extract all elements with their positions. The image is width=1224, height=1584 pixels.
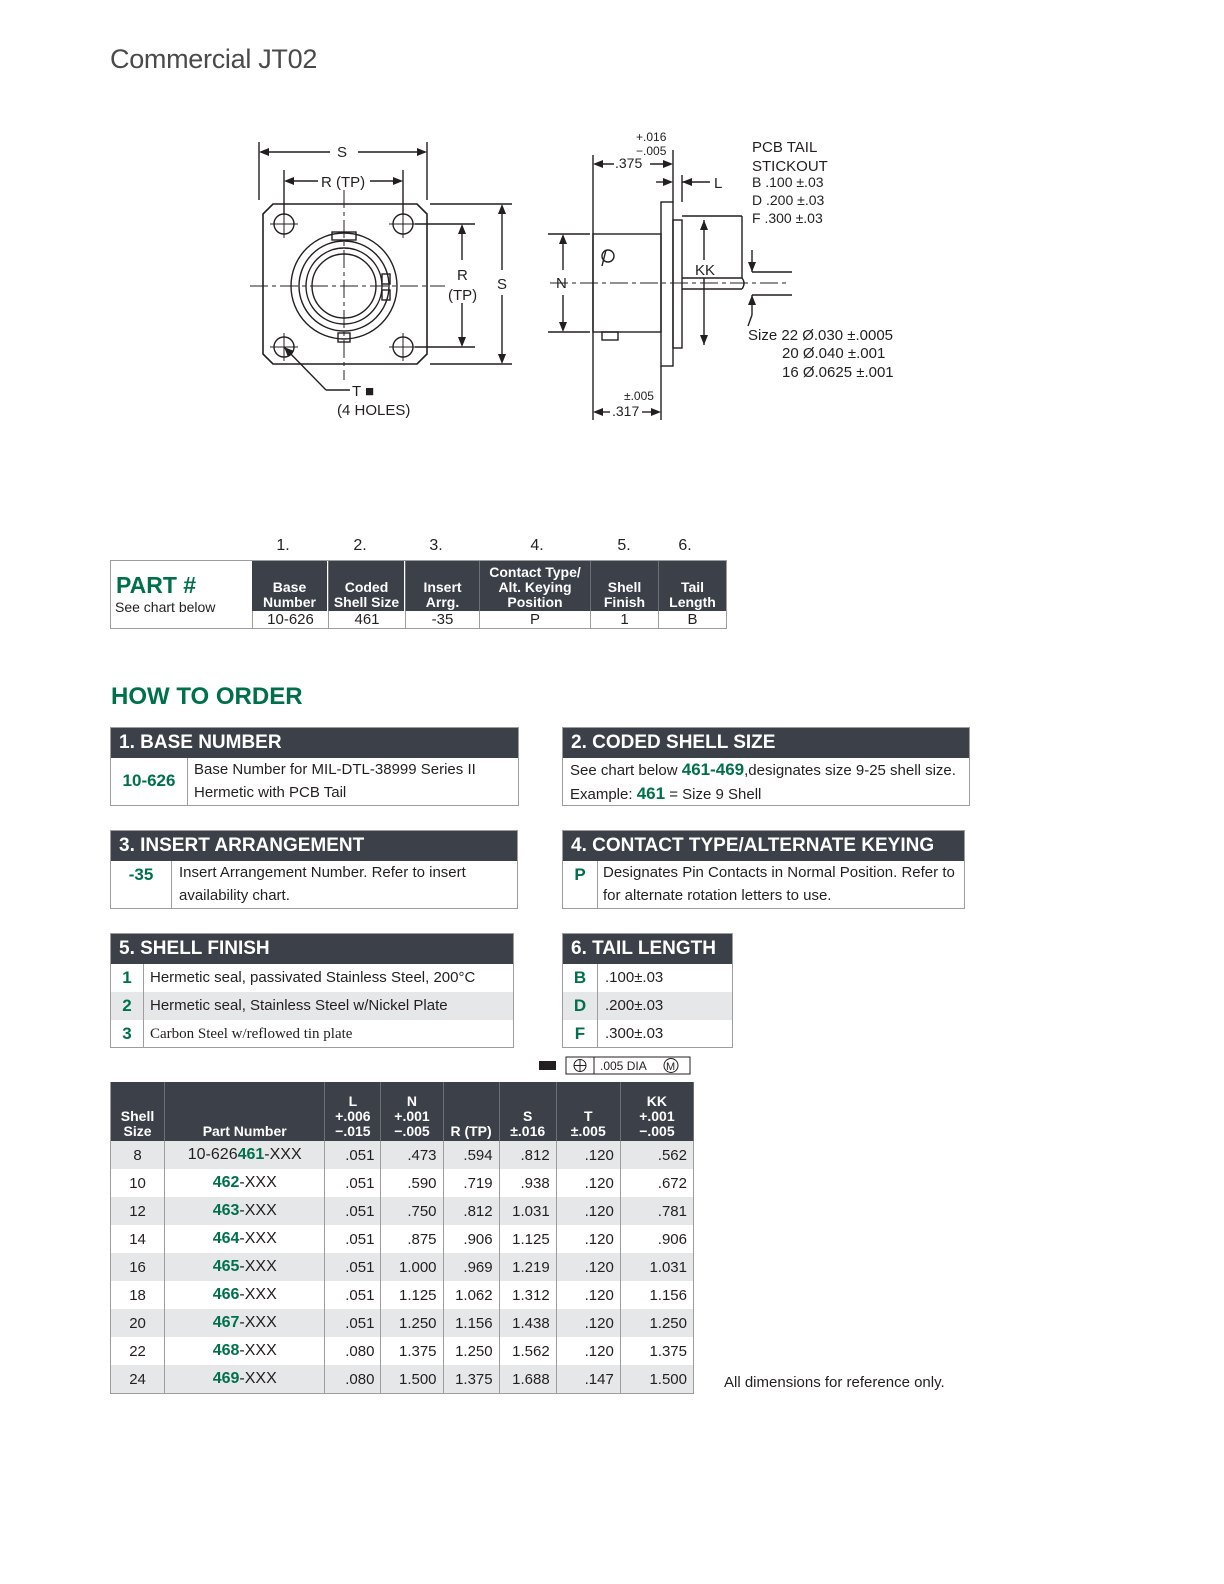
contact-type-box — [562, 830, 965, 909]
cell-r: .719 — [443, 1169, 499, 1197]
dim-375-tol-top: +.016 — [636, 130, 667, 144]
dim-tp-side: (TP) — [448, 287, 478, 304]
cell-t: .120 — [556, 1225, 620, 1253]
cell-kk: .906 — [620, 1225, 693, 1253]
pn-col-num: 4. — [530, 537, 544, 554]
cell-l: .051 — [325, 1225, 381, 1253]
cell-shell-size: 24 — [111, 1365, 165, 1394]
insert-desc: Insert Arrangement Number. Refer to insert availability chart. — [179, 864, 466, 904]
coded-shell-desc: See chart below 461-469,designates size 9-25 shell size. Example: 461 = Size 9 Shell — [570, 760, 956, 803]
cell-s: 1.125 — [499, 1225, 556, 1253]
cell-t: .120 — [556, 1281, 620, 1309]
table-row — [111, 1253, 694, 1281]
tail-length-title: 6. TAIL LENGTH — [563, 934, 732, 964]
cell-l: .051 — [325, 1169, 381, 1197]
pn-value: P — [479, 611, 590, 628]
table-row — [111, 1309, 694, 1337]
cell-n: .590 — [381, 1169, 443, 1197]
table-row — [111, 1225, 694, 1253]
pn-value: 1 — [590, 611, 658, 628]
dim-r-side: R — [457, 267, 468, 284]
cell-part-number: 465-XXX — [165, 1253, 325, 1281]
pn-col-num: 6. — [678, 537, 692, 554]
cell-r: .812 — [443, 1197, 499, 1225]
col-t: T ±.005 — [556, 1082, 620, 1141]
part-label: PART # — [116, 572, 197, 598]
cell-part-number: 462-XXX — [165, 1169, 325, 1197]
dim-s-top: S — [337, 144, 348, 161]
pn-value: 461 — [328, 611, 405, 628]
cell-kk: .781 — [620, 1197, 693, 1225]
part-number-table — [110, 537, 727, 629]
cell-t: .120 — [556, 1169, 620, 1197]
tail-length-row: D .200±.03 — [563, 992, 732, 1020]
cell-kk: 1.375 — [620, 1337, 693, 1365]
table-row — [111, 1365, 694, 1394]
cell-l: .051 — [325, 1281, 381, 1309]
shell-finish-title: 5. SHELL FINISH — [111, 934, 513, 964]
cell-shell-size: 20 — [111, 1309, 165, 1337]
mmc-modifier: M — [666, 1061, 676, 1073]
table-row — [111, 1141, 694, 1169]
cell-r: 1.062 — [443, 1281, 499, 1309]
pn-header-contact: Contact Type/ Alt. Keying Position — [479, 561, 590, 611]
table-row — [111, 1169, 694, 1197]
cell-kk: 1.250 — [620, 1309, 693, 1337]
cell-n: .473 — [381, 1141, 443, 1169]
cell-r: 1.250 — [443, 1337, 499, 1365]
tail-length-row: B .100±.03 — [573, 968, 664, 987]
cell-n: 1.250 — [381, 1309, 443, 1337]
cell-shell-size: 18 — [111, 1281, 165, 1309]
pn-col-num: 2. — [353, 537, 367, 554]
coded-shell-size-title: 2. CODED SHELL SIZE — [563, 728, 969, 758]
table-row — [111, 1281, 694, 1309]
shell-finish-row: 2 Hermetic seal, Stainless Steel w/Nickel Plate — [111, 992, 513, 1020]
cell-shell-size: 12 — [111, 1197, 165, 1225]
cell-l: .051 — [325, 1309, 381, 1337]
col-s: S ±.016 — [499, 1082, 556, 1141]
cell-kk: 1.031 — [620, 1253, 693, 1281]
cell-kk: 1.156 — [620, 1281, 693, 1309]
cell-s: 1.031 — [499, 1197, 556, 1225]
col-n: N +.001 −.005 — [381, 1082, 443, 1141]
dim-n-label: N — [556, 275, 567, 292]
dim-317: .317 — [612, 403, 640, 419]
col-r-tp: R (TP) — [443, 1082, 499, 1141]
table-row — [111, 1197, 694, 1225]
cell-s: 1.562 — [499, 1337, 556, 1365]
cell-l: .051 — [325, 1141, 381, 1169]
cell-part-number: 467-XXX — [165, 1309, 325, 1337]
dim-t-label: T ■ — [352, 383, 375, 400]
cell-n: 1.375 — [381, 1337, 443, 1365]
insert-arrangement-title: 3. INSERT ARRANGEMENT — [111, 831, 517, 861]
cell-part-number: 464-XXX — [165, 1225, 325, 1253]
cell-l: .080 — [325, 1337, 381, 1365]
col-shell-size: Shell Size — [111, 1082, 165, 1141]
cell-r: .594 — [443, 1141, 499, 1169]
cell-r: 1.375 — [443, 1365, 499, 1394]
pn-value: B — [658, 611, 726, 628]
part-number-label — [111, 561, 248, 628]
cell-part-number: 463-XXX — [165, 1197, 325, 1225]
cell-r: .906 — [443, 1225, 499, 1253]
part-sublabel: See chart below — [115, 599, 216, 615]
dim-317-tol: ±.005 — [624, 389, 654, 403]
stickout-b: B .100 ±.03 — [752, 174, 824, 190]
pin-size-20: 20 Ø.040 ±.001 — [782, 345, 886, 362]
cell-part-number: 468-XXX — [165, 1337, 325, 1365]
insert-arrangement-box — [110, 830, 518, 909]
contact-code: P — [574, 865, 586, 884]
insert-code: -35 — [128, 865, 154, 884]
dim-375-tol-bottom: −.005 — [636, 144, 667, 158]
cell-s: 1.312 — [499, 1281, 556, 1309]
cell-kk: .562 — [620, 1141, 693, 1169]
table-row — [111, 1337, 694, 1365]
pn-value: -35 — [405, 611, 479, 628]
footnote: All dimensions for reference only. — [724, 1374, 945, 1391]
side-view-drawing — [530, 120, 910, 430]
cell-shell-size: 8 — [111, 1141, 165, 1169]
stickout-f: F .300 ±.03 — [752, 210, 823, 226]
base-number-desc: Base Number for MIL-DTL-38999 Series II Hermetic with PCB Tail — [194, 761, 476, 801]
shell-finish-row: 1 Hermetic seal, passivated Stainless Steel, 200°C — [122, 968, 476, 987]
cell-kk: 1.500 — [620, 1365, 693, 1394]
cell-shell-size: 14 — [111, 1225, 165, 1253]
col-kk: KK +.001 −.005 — [620, 1082, 693, 1141]
cell-l: .051 — [325, 1253, 381, 1281]
cell-t: .120 — [556, 1253, 620, 1281]
cell-part-number: 10-626461-XXX — [165, 1141, 325, 1169]
cell-s: 1.219 — [499, 1253, 556, 1281]
cell-l: .051 — [325, 1197, 381, 1225]
cell-kk: .672 — [620, 1169, 693, 1197]
base-number-title: 1. BASE NUMBER — [111, 728, 518, 758]
cell-r: .969 — [443, 1253, 499, 1281]
cell-shell-size: 22 — [111, 1337, 165, 1365]
cell-t: .120 — [556, 1141, 620, 1169]
pn-header-tail-length: Tail Length — [658, 561, 726, 611]
cell-t: .120 — [556, 1337, 620, 1365]
col-l: L +.006 −.015 — [325, 1082, 381, 1141]
cell-shell-size: 10 — [111, 1169, 165, 1197]
contact-type-title: 4. CONTACT TYPE/ALTERNATE KEYING — [563, 831, 964, 861]
pn-value: 10-626 — [252, 611, 328, 628]
tail-length-row: F .300±.03 — [574, 1024, 664, 1043]
pn-header-shell-finish: Shell Finish — [590, 561, 658, 611]
position-tolerance-callout — [538, 1056, 693, 1076]
dim-holes-label: (4 HOLES) — [337, 402, 411, 419]
col-part-number: Part Number — [165, 1082, 325, 1141]
front-view-drawing — [240, 120, 530, 430]
pcb-tail-label-2: STICKOUT — [752, 158, 828, 175]
cell-s: .812 — [499, 1141, 556, 1169]
cell-shell-size: 16 — [111, 1253, 165, 1281]
cell-part-number: 466-XXX — [165, 1281, 325, 1309]
pin-size-16: 16 Ø.0625 ±.001 — [782, 364, 894, 381]
cell-t: .120 — [556, 1197, 620, 1225]
cell-t: .147 — [556, 1365, 620, 1394]
pcb-tail-label-1: PCB TAIL — [752, 139, 818, 156]
page-title: Commercial JT02 — [110, 44, 318, 74]
dim-375: .375 — [615, 155, 643, 171]
how-to-order-heading: HOW TO ORDER — [111, 683, 303, 710]
cell-t: .120 — [556, 1309, 620, 1337]
cell-s: .938 — [499, 1169, 556, 1197]
coded-shell-size-box — [562, 727, 970, 806]
stickout-d: D .200 ±.03 — [752, 192, 825, 208]
pn-col-num: 5. — [617, 537, 631, 554]
cell-s: 1.688 — [499, 1365, 556, 1394]
contact-desc: Designates Pin Contacts in Normal Position. Refer to for alternate rotation letters to use. — [603, 864, 955, 904]
shell-finish-box — [110, 933, 514, 1048]
dim-s-side: S — [497, 276, 508, 293]
dimensions-table — [110, 1082, 694, 1394]
table-header-row — [111, 1082, 694, 1141]
cell-n: 1.000 — [381, 1253, 443, 1281]
pin-size-22: Size 22 Ø.030 ±.0005 — [748, 327, 893, 344]
pn-col-num: 3. — [429, 537, 443, 554]
pn-header-base-number: Base Number — [252, 561, 327, 611]
tail-length-box — [562, 933, 733, 1048]
pn-header-coded-shell: Coded Shell Size — [328, 561, 404, 611]
cell-part-number: 469-XXX — [165, 1365, 325, 1394]
cell-r: 1.156 — [443, 1309, 499, 1337]
tolerance-text: .005 DIA — [600, 1059, 647, 1073]
cell-n: 1.500 — [381, 1365, 443, 1394]
pn-col-num: 1. — [276, 537, 290, 554]
pn-header-insert: Insert Arrg. — [405, 561, 479, 611]
shell-finish-row: 3 Carbon Steel w/reflowed tin plate — [122, 1024, 353, 1043]
cell-n: .750 — [381, 1197, 443, 1225]
cell-s: 1.438 — [499, 1309, 556, 1337]
dim-l-label: L — [714, 175, 723, 192]
base-number-box — [110, 727, 519, 806]
base-number-code: 10-626 — [122, 771, 176, 790]
cell-n: .875 — [381, 1225, 443, 1253]
cell-l: .080 — [325, 1365, 381, 1394]
cell-n: 1.125 — [381, 1281, 443, 1309]
dim-kk-label: KK — [695, 262, 716, 279]
dim-r-tp-top: R (TP) — [321, 174, 366, 191]
